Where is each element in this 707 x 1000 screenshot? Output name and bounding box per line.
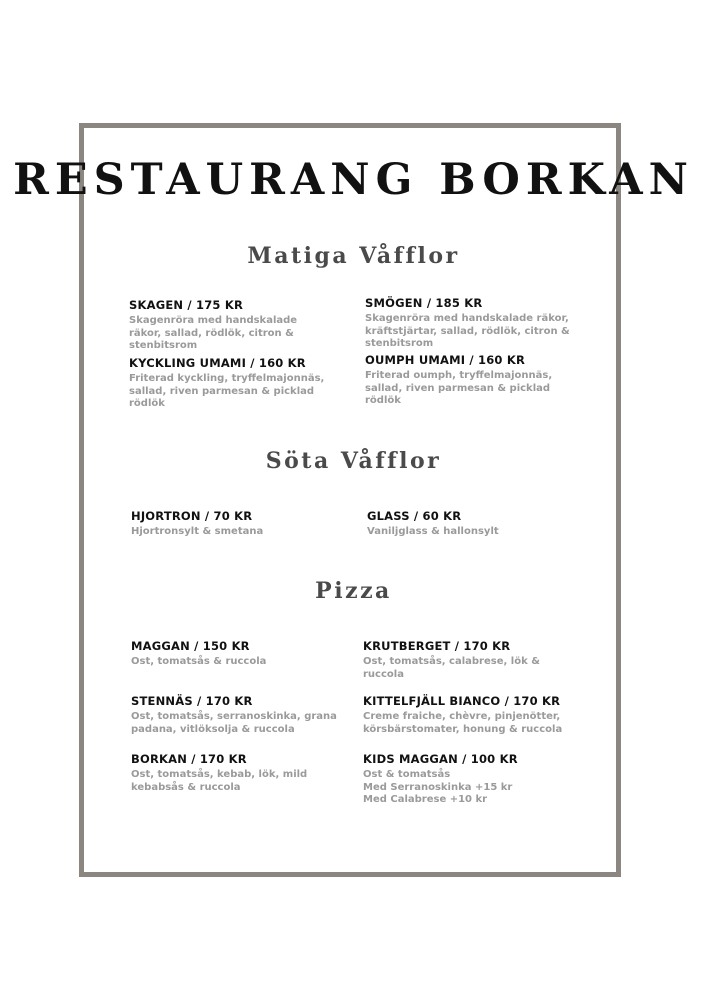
section-title-sota-vafflor: Söta Våfflor [265,448,442,474]
item-name: HJORTRON / 70 KR [131,509,253,523]
restaurant-title: RESTAURANG BORKAN [13,155,694,205]
menu-item-oumph-umami [365,353,595,408]
item-description: Vaniljglass & hallonsylt [367,526,499,537]
item-name: KITTELFJÄLL BIANCO / 170 KR [363,694,561,708]
section-title-matiga-vafflor: Matiga Våfflor [247,243,460,269]
item-description-line: Ost & tomatsås [363,769,451,780]
menu-item-hjortron [131,509,361,539]
item-description-line: Med Calabrese +10 kr [363,794,488,805]
item-description: Creme fraiche, chèvre, pinjenötter, körsbärstomater, honung & ruccola [363,711,563,735]
menu-item-kyckling-umami [129,356,359,411]
item-name: GLASS / 60 KR [367,509,462,523]
item-name: KIDS MAGGAN / 100 KR [363,752,518,766]
item-name: KRUTBERGET / 170 KR [363,639,511,653]
menu-item-borkan [131,752,361,794]
item-name: BORKAN / 170 KR [131,752,247,766]
item-name: KYCKLING UMAMI / 160 KR [129,356,306,370]
item-description: Friterad oumph, tryffelmajonnäs, sallad, riven parmesan & picklad rödlök [365,370,553,406]
item-description: Friterad kyckling, tryffelmajonnäs, sallad, riven parmesan & picklad rödlök [129,373,325,409]
menu-item-maggan [131,639,361,669]
item-description: Ost, tomatsås, kebab, lök, mild kebabsås & ruccola [131,769,308,793]
item-name: SKAGEN / 175 KR [129,298,243,312]
item-description: Ost, tomatsås & ruccola [131,656,267,667]
item-description: Ost, tomatsås, calabrese, lök & ruccola [363,656,540,680]
section-title-pizza: Pizza [315,578,392,604]
item-description [363,769,593,807]
item-name: OUMPH UMAMI / 160 KR [365,353,526,367]
menu-item-skagen [129,298,359,353]
menu-item-kids-maggan [363,752,593,807]
menu-item-stennas [131,694,361,736]
item-name: STENNÄS / 170 KR [131,694,253,708]
item-description: Skagenröra med handskalade räkor, kräftstjärtar, sallad, rödlök, citron & stenbitsrom [365,313,570,349]
item-name: SMÖGEN / 185 KR [365,296,483,310]
item-description: Hjortronsylt & smetana [131,526,264,537]
menu-item-kittelfjall-bianco [363,694,593,736]
item-description: Ost, tomatsås, serranoskinka, grana padana, vitlöksolja & ruccola [131,711,337,735]
item-description: Skagenröra med handskalade räkor, sallad, rödlök, citron & stenbitsrom [129,315,298,351]
menu-item-glass [367,509,597,539]
menu-item-krutberget [363,639,593,681]
menu-item-smogen [365,296,595,351]
item-description-line: Med Serranoskinka +15 kr [363,781,513,793]
item-name: MAGGAN / 150 KR [131,639,250,653]
